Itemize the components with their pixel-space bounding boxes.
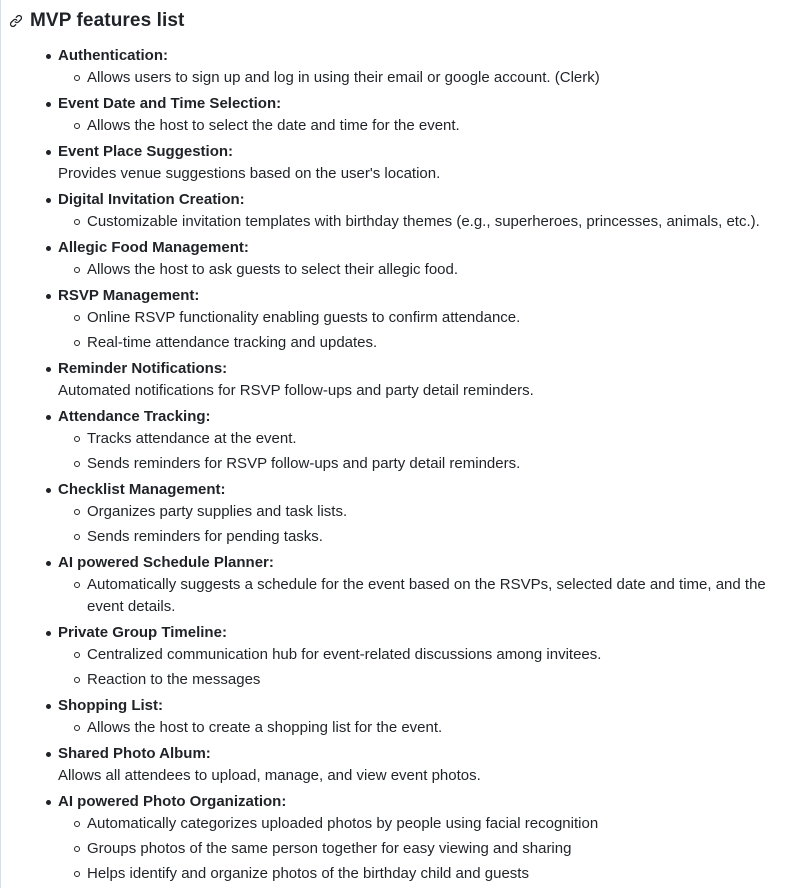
feature-sublist bbox=[58, 259, 788, 281]
feature-title: Checklist Management: bbox=[58, 481, 226, 498]
feature-description: Allows all attendees to upload, manage, and view event photos. bbox=[58, 767, 481, 784]
feature-title: Authentication: bbox=[58, 47, 168, 64]
feature-title: RSVP Management: bbox=[58, 287, 200, 304]
feature-item bbox=[58, 237, 788, 281]
feature-subitem: Online RSVP functionality enabling guests to confirm attendance. bbox=[58, 307, 788, 329]
feature-subitem: Allows the host to select the date and time for the event. bbox=[58, 115, 788, 137]
feature-item bbox=[58, 93, 788, 137]
feature-item bbox=[58, 743, 788, 787]
section-heading bbox=[8, 8, 184, 34]
feature-subitem: Centralized communication hub for event-related discussions among invitees. bbox=[58, 644, 788, 666]
feature-title: Attendance Tracking: bbox=[58, 408, 211, 425]
features-list bbox=[58, 45, 788, 888]
feature-title: Digital Invitation Creation: bbox=[58, 191, 245, 208]
feature-subitem: Customizable invitation templates with birthday themes (e.g., superheroes, princesses, animals, etc.). bbox=[58, 211, 788, 233]
feature-item bbox=[58, 285, 788, 354]
feature-sublist bbox=[58, 211, 788, 233]
feature-sublist bbox=[58, 115, 788, 137]
feature-subitem: Automatically categorizes uploaded photos by people using facial recognition bbox=[58, 813, 788, 835]
feature-item bbox=[58, 479, 788, 548]
feature-title: Allegic Food Management: bbox=[58, 239, 249, 256]
feature-sublist bbox=[58, 717, 788, 739]
feature-title: Event Date and Time Selection: bbox=[58, 95, 282, 112]
feature-title: Private Group Timeline: bbox=[58, 624, 227, 641]
feature-title: Shared Photo Album: bbox=[58, 745, 211, 762]
feature-subitem: Allows the host to create a shopping list for the event. bbox=[58, 717, 788, 739]
feature-title: Shopping List: bbox=[58, 697, 163, 714]
feature-sublist bbox=[58, 501, 788, 548]
feature-subitem: Sends reminders for RSVP follow-ups and party detail reminders. bbox=[58, 453, 788, 475]
feature-sublist bbox=[58, 428, 788, 475]
feature-item bbox=[58, 552, 788, 618]
feature-subitem: Automatically suggests a schedule for the event based on the RSVPs, selected date and time, and the event details. bbox=[58, 574, 788, 618]
feature-item bbox=[58, 695, 788, 739]
feature-description: Automated notifications for RSVP follow-ups and party detail reminders. bbox=[58, 382, 534, 399]
feature-description: Provides venue suggestions based on the user's location. bbox=[58, 165, 441, 182]
feature-title: Event Place Suggestion: bbox=[58, 143, 234, 160]
feature-sublist bbox=[58, 644, 788, 691]
feature-item bbox=[58, 45, 788, 89]
feature-sublist bbox=[58, 307, 788, 354]
feature-subitem: Sends reminders for pending tasks. bbox=[58, 526, 788, 548]
feature-sublist bbox=[58, 67, 788, 89]
feature-title: Reminder Notifications: bbox=[58, 360, 228, 377]
feature-title: AI powered Photo Organization: bbox=[58, 793, 287, 810]
feature-item bbox=[58, 141, 788, 185]
link-icon[interactable] bbox=[8, 13, 24, 29]
feature-sublist bbox=[58, 574, 788, 618]
feature-subitem: Organizes party supplies and task lists. bbox=[58, 501, 788, 523]
feature-subitem: Helps identify and organize photos of the birthday child and guests bbox=[58, 863, 788, 885]
feature-item bbox=[58, 791, 788, 885]
feature-title: AI powered Schedule Planner: bbox=[58, 554, 274, 571]
feature-subitem: Allows the host to ask guests to select their allegic food. bbox=[58, 259, 788, 281]
feature-item bbox=[58, 622, 788, 691]
feature-subitem: Reaction to the messages bbox=[58, 669, 788, 691]
left-border bbox=[0, 0, 1, 888]
feature-subitem: Tracks attendance at the event. bbox=[58, 428, 788, 450]
page-title: MVP features list bbox=[30, 10, 185, 31]
feature-item bbox=[58, 358, 788, 402]
feature-item bbox=[58, 189, 788, 233]
feature-item bbox=[58, 406, 788, 475]
feature-subitem: Allows users to sign up and log in using their email or google account. (Clerk) bbox=[58, 67, 788, 89]
feature-sublist bbox=[58, 813, 788, 885]
feature-subitem: Groups photos of the same person together for easy viewing and sharing bbox=[58, 838, 788, 860]
feature-subitem: Real-time attendance tracking and updates. bbox=[58, 332, 788, 354]
